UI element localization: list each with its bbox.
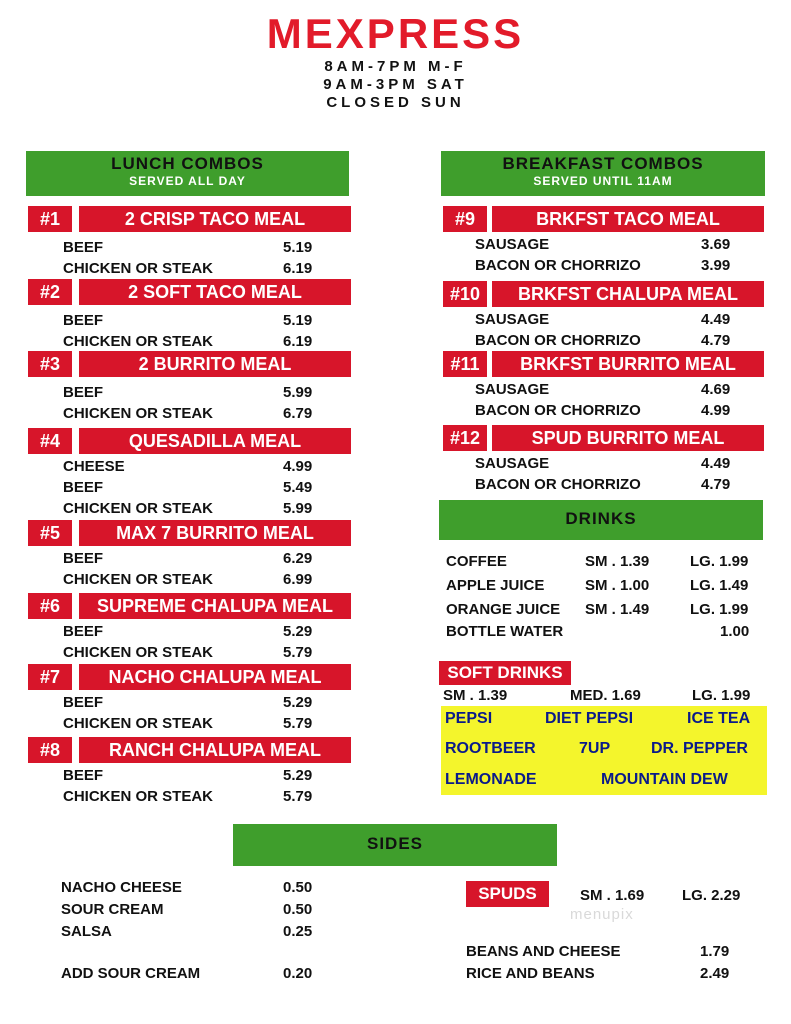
combo-item-name: SAUSAGE [475, 311, 550, 328]
flavor-pepsi: PEPSI [445, 710, 493, 727]
flavor-diet-pepsi: DIET PEPSI [545, 710, 634, 727]
combo-item-price: 5.19 [283, 312, 313, 329]
sides-header [233, 824, 557, 866]
combo-item-price: 6.19 [283, 333, 313, 350]
combo-item-price: 5.29 [283, 694, 313, 711]
side-item-price: 0.50 [283, 879, 313, 896]
combo-item-price: 4.79 [701, 476, 731, 493]
side-item-name: NACHO CHEESE [61, 879, 182, 896]
flavor-lemonade: LEMONADE [445, 771, 537, 788]
combo-number-badge: #9 [443, 206, 487, 232]
combo-item-name: CHICKEN OR STEAK [63, 500, 214, 517]
combo-item-price: 4.49 [701, 455, 731, 472]
combo-number-badge: #2 [28, 279, 72, 305]
combo-item-name: BEEF [63, 550, 104, 567]
combo-name-bar: NACHO CHALUPA MEAL [79, 664, 351, 690]
side-item-price: 0.50 [283, 901, 313, 918]
combo-item-price: 5.99 [283, 384, 313, 401]
combo-item-name: BACON OR CHORRIZO [475, 402, 641, 419]
combo-item-name: BEEF [63, 479, 104, 496]
combo-item-name: BEEF [63, 694, 104, 711]
combo-item-price: 4.99 [701, 402, 731, 419]
page-title: MEXPRESS [266, 10, 525, 57]
combo-item-price: 5.99 [283, 500, 313, 517]
side-item-name: SOUR CREAM [61, 901, 164, 918]
combo-item-name: BEEF [63, 767, 104, 784]
drink-lg-price: LG. 1.49 [690, 577, 749, 594]
flavor-mountain-dew: MOUNTAIN DEW [601, 771, 728, 788]
combo-item-price: 5.49 [283, 479, 313, 496]
combo-item-price: 6.19 [283, 260, 313, 277]
drink-sm-price: SM . 1.00 [585, 577, 650, 594]
soft-drinks-lg-price: LG. 1.99 [692, 687, 751, 704]
combo-item-price: 5.19 [283, 239, 313, 256]
combo-item-price: 6.99 [283, 571, 313, 588]
combo-name-bar: 2 BURRITO MEAL [79, 351, 351, 377]
combo-number-badge: #4 [28, 428, 72, 454]
breakfast-combos-subtitle: SERVED UNTIL 11AM [533, 174, 673, 188]
combo-name-bar: BRKFST CHALUPA MEAL [492, 281, 764, 307]
watermark-logo: menupix [570, 906, 634, 923]
flavor-dr-pepper: DR. PEPPER [651, 740, 748, 757]
flavor-rootbeer: ROOTBEER [445, 740, 536, 757]
combo-item-name: SAUSAGE [475, 236, 550, 253]
combo-item-price: 5.79 [283, 644, 313, 661]
combo-name-bar: MAX 7 BURRITO MEAL [79, 520, 351, 546]
combo-name-bar: SPUD BURRITO MEAL [492, 425, 764, 451]
combo-item-price: 5.29 [283, 623, 313, 640]
combo-item-name: CHICKEN OR STEAK [63, 571, 214, 588]
combo-number-badge: #3 [28, 351, 72, 377]
combo-number-badge: #6 [28, 593, 72, 619]
drink-sm-price: SM . 1.49 [585, 601, 650, 618]
drink-lg-price: LG. 1.99 [690, 601, 749, 618]
breakfast-combos-header [441, 151, 765, 196]
combo-number-badge: #8 [28, 737, 72, 763]
side-item-name: BEANS AND CHEESE [466, 943, 621, 960]
sides-title: SIDES [366, 834, 424, 853]
lunch-combos-subtitle: SERVED ALL DAY [129, 174, 246, 188]
hours-saturday: 9AM-3PM SAT [323, 76, 468, 93]
combo-item-price: 4.99 [283, 458, 313, 475]
combo-item-name: BEEF [63, 239, 104, 256]
combo-number-badge: #11 [443, 351, 487, 377]
combo-number-badge: #12 [443, 425, 487, 451]
combo-item-price: 3.99 [701, 257, 731, 274]
combo-item-name: CHICKEN OR STEAK [63, 715, 214, 732]
combo-item-price: 3.69 [701, 236, 731, 253]
combo-item-name: BACON OR CHORRIZO [475, 476, 641, 493]
combo-item-name: BEEF [63, 312, 104, 329]
combo-number-badge: #5 [28, 520, 72, 546]
breakfast-combos-title: BREAKFAST COMBOS [502, 154, 704, 173]
drink-name: APPLE JUICE [446, 577, 545, 594]
spuds-sm-price: SM . 1.69 [580, 887, 645, 904]
drink-lg-price: LG. 1.99 [690, 553, 749, 570]
combo-name-bar: SUPREME CHALUPA MEAL [79, 593, 351, 619]
combo-item-name: SAUSAGE [475, 455, 550, 472]
side-item-name: SALSA [61, 923, 112, 940]
combo-item-name: CHEESE [63, 458, 125, 475]
drink-name: COFFEE [446, 553, 507, 570]
combo-item-price: 4.79 [701, 332, 731, 349]
hours-weekday: 8AM-7PM M-F [324, 58, 467, 75]
drinks-header [439, 500, 763, 540]
combo-item-name: CHICKEN OR STEAK [63, 333, 214, 350]
combo-item-price: 5.79 [283, 715, 313, 732]
combo-item-price: 5.79 [283, 788, 313, 805]
combo-item-price: 5.29 [283, 767, 313, 784]
combo-item-name: BACON OR CHORRIZO [475, 257, 641, 274]
side-item-price: 2.49 [700, 965, 730, 982]
soft-drinks-sm-price: SM . 1.39 [443, 687, 508, 704]
combo-name-bar: BRKFST TACO MEAL [492, 206, 764, 232]
drink-lg-price: 1.00 [720, 623, 750, 640]
drinks-title: DRINKS [565, 509, 637, 528]
combo-name-bar: 2 SOFT TACO MEAL [79, 279, 351, 305]
hours-sunday: CLOSED SUN [326, 94, 465, 111]
combo-item-name: CHICKEN OR STEAK [63, 405, 214, 422]
flavor-ice-tea: ICE TEA [687, 710, 751, 727]
combo-item-name: CHICKEN OR STEAK [63, 260, 214, 277]
combo-name-bar: RANCH CHALUPA MEAL [79, 737, 351, 763]
combo-item-name: CHICKEN OR STEAK [63, 644, 214, 661]
soft-drinks-med-price: MED. 1.69 [570, 687, 641, 704]
combo-item-name: SAUSAGE [475, 381, 550, 398]
soft-drinks-flavors-box [441, 706, 767, 795]
combo-item-name: BEEF [63, 384, 104, 401]
soft-drinks-header: SOFT DRINKS [439, 661, 571, 685]
side-item-price: 0.20 [283, 965, 313, 982]
combo-number-badge: #1 [28, 206, 72, 232]
drink-name: BOTTLE WATER [446, 623, 564, 640]
combo-item-name: CHICKEN OR STEAK [63, 788, 214, 805]
lunch-combos-header [26, 151, 349, 196]
drink-name: ORANGE JUICE [446, 601, 561, 618]
lunch-combos-title: LUNCH COMBOS [111, 154, 264, 173]
combo-item-price: 6.29 [283, 550, 313, 567]
flavor-7up: 7UP [579, 740, 611, 757]
combo-name-bar: BRKFST BURRITO MEAL [492, 351, 764, 377]
side-item-price: 1.79 [700, 943, 730, 960]
combo-number-badge: #10 [443, 281, 487, 307]
combo-number-badge: #7 [28, 664, 72, 690]
combo-item-name: BEEF [63, 623, 104, 640]
combo-item-price: 4.49 [701, 311, 731, 328]
combo-item-price: 4.69 [701, 381, 731, 398]
combo-item-price: 6.79 [283, 405, 313, 422]
side-item-price: 0.25 [283, 923, 313, 940]
drink-sm-price: SM . 1.39 [585, 553, 650, 570]
side-item-name: ADD SOUR CREAM [61, 965, 201, 982]
side-item-name: RICE AND BEANS [466, 965, 595, 982]
combo-item-name: BACON OR CHORRIZO [475, 332, 641, 349]
combo-name-bar: 2 CRISP TACO MEAL [79, 206, 351, 232]
spuds-lg-price: LG. 2.29 [682, 887, 741, 904]
combo-name-bar: QUESADILLA MEAL [79, 428, 351, 454]
spuds-label: SPUDS [466, 881, 549, 907]
